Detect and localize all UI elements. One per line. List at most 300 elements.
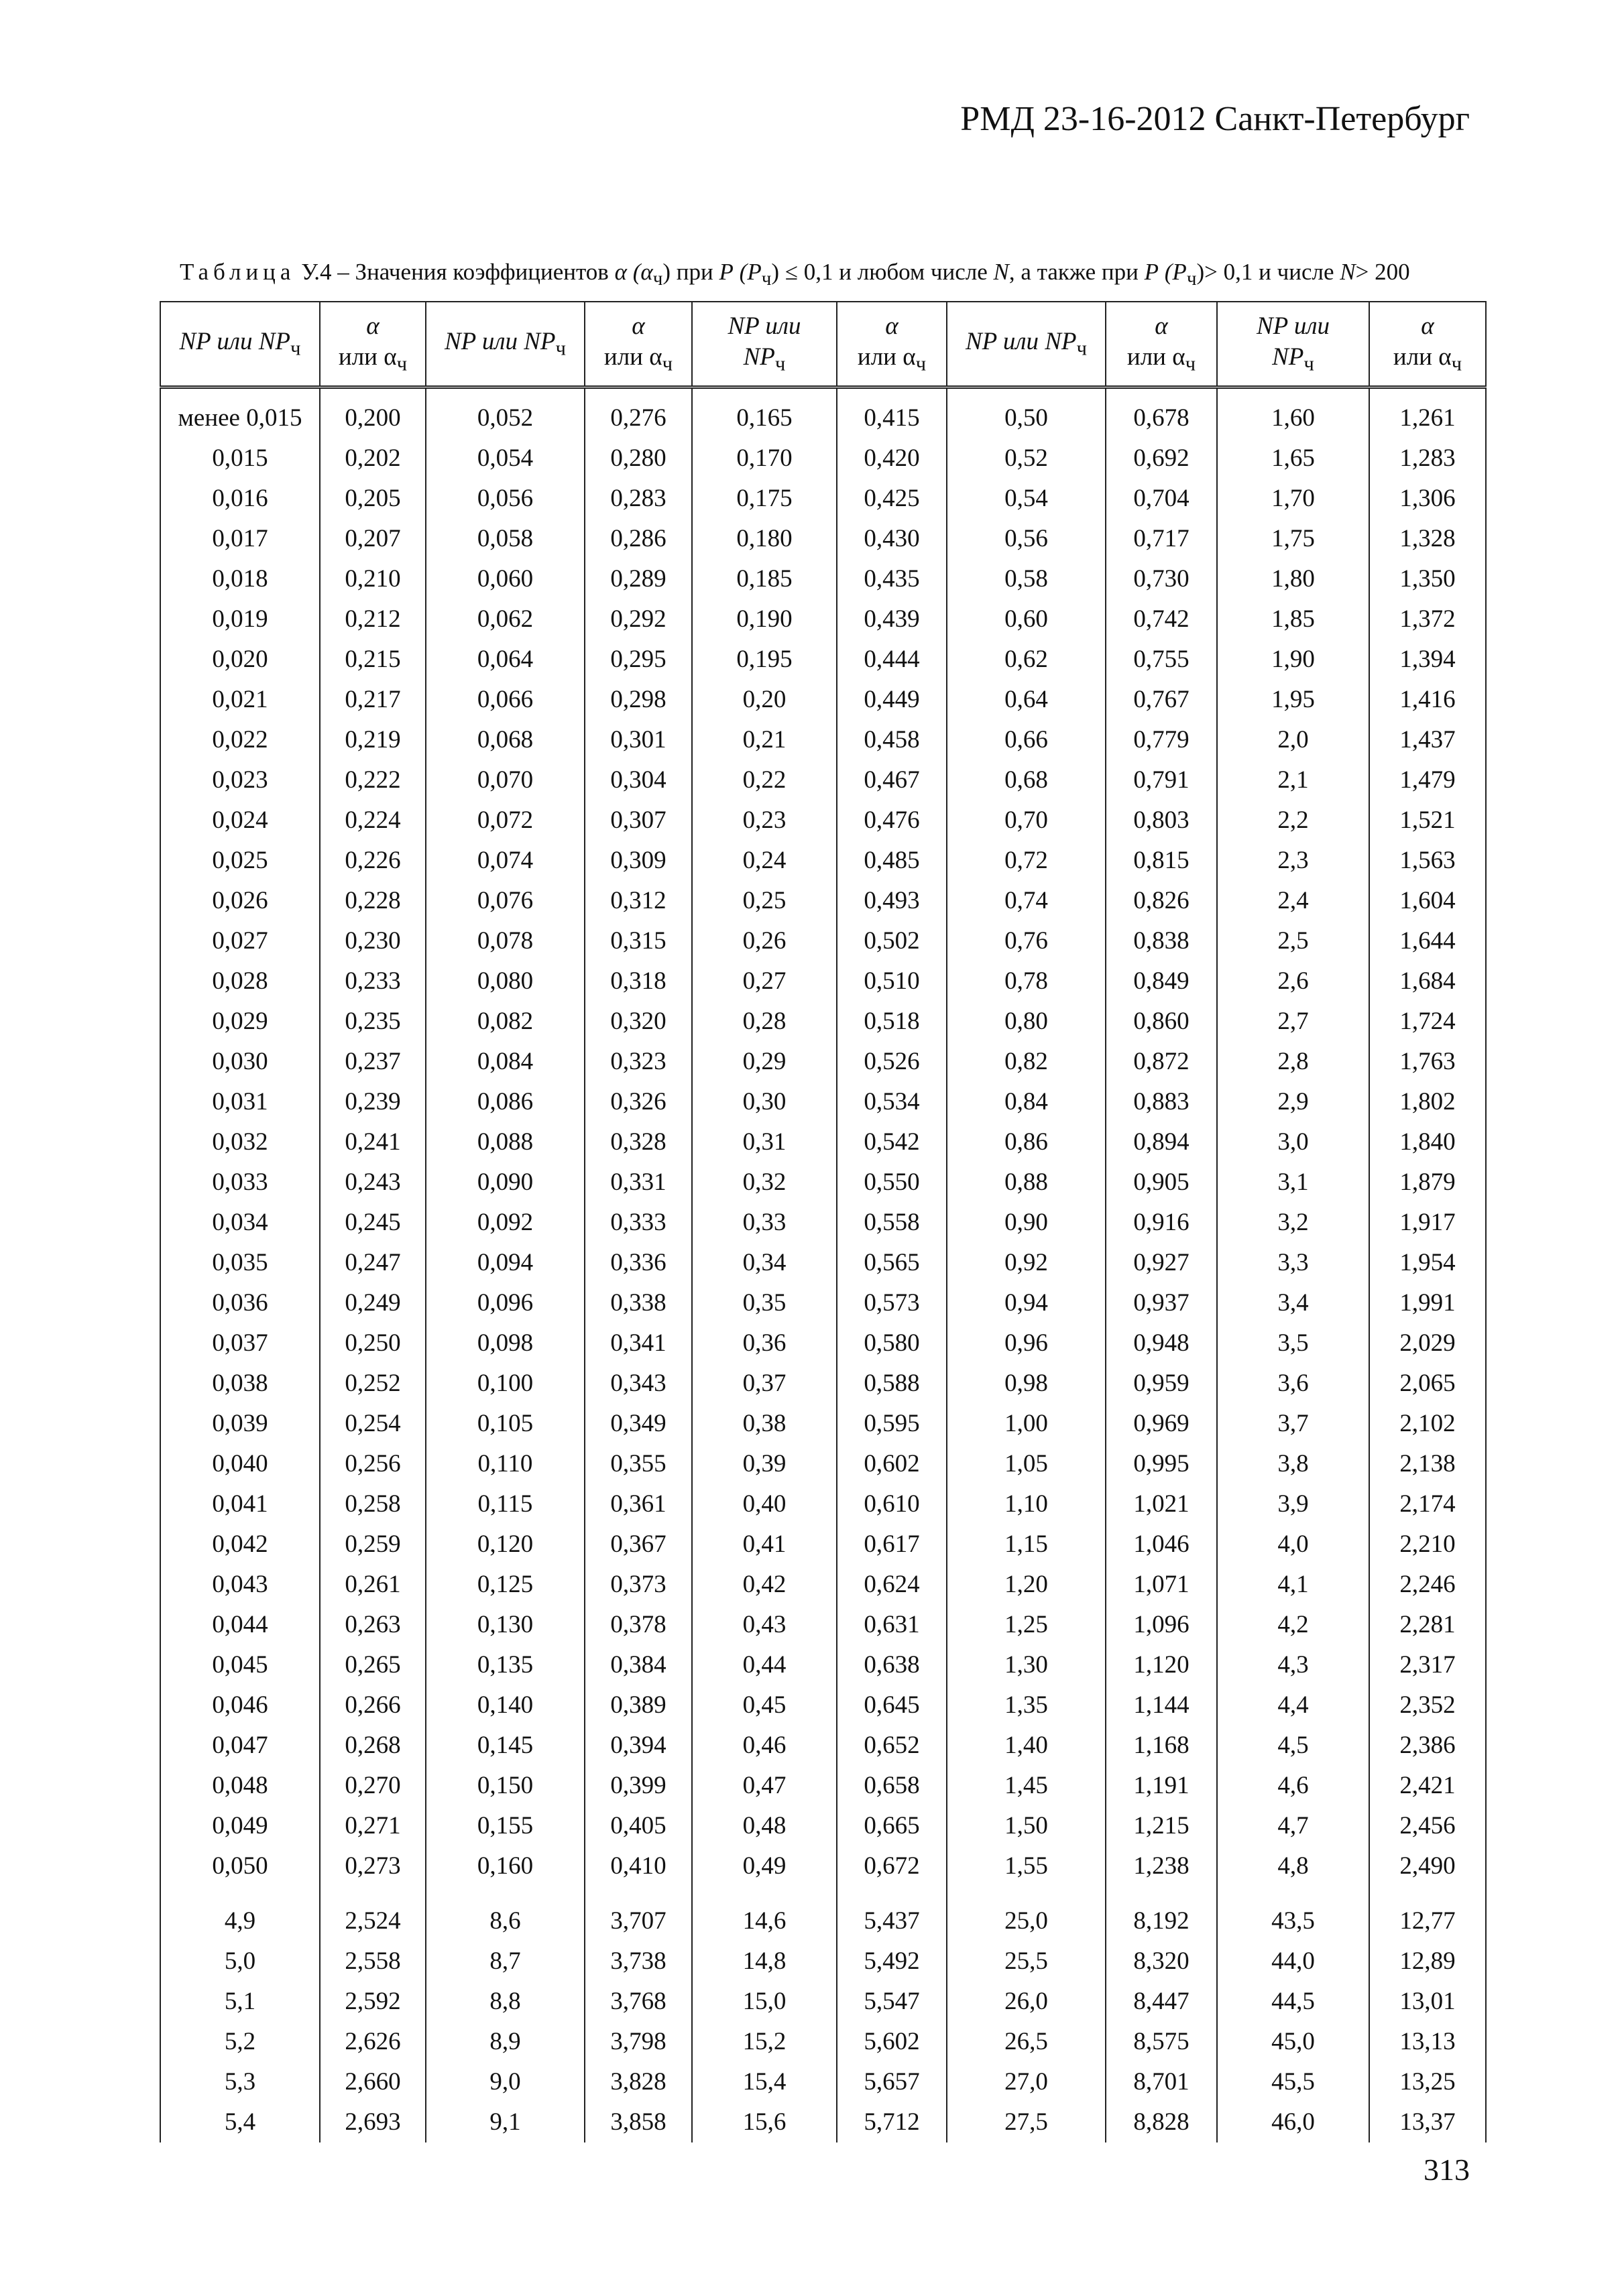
alpha-cell: 0,449 bbox=[837, 680, 947, 720]
alpha-cell: 0,301 bbox=[585, 720, 692, 760]
np-cell: 0,54 bbox=[947, 479, 1106, 519]
np-cell: 1,50 bbox=[947, 1806, 1106, 1846]
np-cell: 0,36 bbox=[692, 1323, 837, 1364]
alpha-cell: 0,467 bbox=[837, 760, 947, 800]
np-cell: 0,043 bbox=[160, 1565, 320, 1605]
np-cell: 2,1 bbox=[1217, 760, 1369, 800]
np-cell: 0,016 bbox=[160, 479, 320, 519]
alpha-cell: 0,336 bbox=[585, 1243, 692, 1283]
table-row bbox=[160, 2102, 1486, 2142]
np-cell: 0,035 bbox=[160, 1243, 320, 1283]
alpha-cell: 0,270 bbox=[320, 1766, 426, 1806]
np-cell: 0,062 bbox=[426, 599, 585, 640]
table-caption: Таблица У.4 – Значения коэффициентов α $(\alpha_ч)$ при P $(P_ч) \le 0,1$ и любом числе N, а также при P $(P_ч)> 0,1$ и числе N> 200 bbox=[180, 259, 1410, 290]
table-row bbox=[160, 640, 1486, 680]
table-row bbox=[160, 1042, 1486, 1082]
np-cell: 3,6 bbox=[1217, 1364, 1369, 1404]
alpha-cell: 0,265 bbox=[320, 1645, 426, 1685]
alpha-cell: 1,372 bbox=[1369, 599, 1486, 640]
np-cell: 3,4 bbox=[1217, 1283, 1369, 1323]
np-cell: 0,050 bbox=[160, 1846, 320, 1886]
np-cell: 0,62 bbox=[947, 640, 1106, 680]
alpha-cell: 1,021 bbox=[1106, 1484, 1217, 1524]
np-cell: 0,044 bbox=[160, 1605, 320, 1645]
np-cell: 0,058 bbox=[426, 519, 585, 559]
alpha-cell: 0,815 bbox=[1106, 841, 1217, 881]
table-row bbox=[160, 1605, 1486, 1645]
alpha-cell: 0,384 bbox=[585, 1645, 692, 1685]
np-cell: 1,80 bbox=[1217, 559, 1369, 599]
np-cell: 45,5 bbox=[1217, 2062, 1369, 2102]
alpha-cell: 0,645 bbox=[837, 1685, 947, 1726]
alpha-cell: 1,261 bbox=[1369, 387, 1486, 439]
np-cell: 0,82 bbox=[947, 1042, 1106, 1082]
np-cell: 1,05 bbox=[947, 1444, 1106, 1484]
alpha-cell: 1,328 bbox=[1369, 519, 1486, 559]
np-cell: 0,130 bbox=[426, 1605, 585, 1645]
np-cell: 0,33 bbox=[692, 1203, 837, 1243]
np-cell: 0,027 bbox=[160, 921, 320, 961]
header-np: NP или $NP_ч$ bbox=[1217, 302, 1369, 387]
alpha-cell: 0,602 bbox=[837, 1444, 947, 1484]
alpha-cell: 0,243 bbox=[320, 1162, 426, 1203]
np-cell: 0,72 bbox=[947, 841, 1106, 881]
alpha-cell: 0,249 bbox=[320, 1283, 426, 1323]
np-cell: 0,023 bbox=[160, 760, 320, 800]
table-row bbox=[160, 881, 1486, 921]
alpha-cell: 1,954 bbox=[1369, 1243, 1486, 1283]
np-cell: 0,047 bbox=[160, 1726, 320, 1766]
alpha-cell: 1,879 bbox=[1369, 1162, 1486, 1203]
alpha-cell: 0,458 bbox=[837, 720, 947, 760]
table-row bbox=[160, 387, 1486, 439]
alpha-cell: 0,573 bbox=[837, 1283, 947, 1323]
np-cell: 2,5 bbox=[1217, 921, 1369, 961]
alpha-cell: 3,707 bbox=[585, 1886, 692, 1941]
np-cell: 0,088 bbox=[426, 1122, 585, 1162]
alpha-cell: 0,315 bbox=[585, 921, 692, 961]
alpha-cell: 0,767 bbox=[1106, 680, 1217, 720]
np-cell: 0,64 bbox=[947, 680, 1106, 720]
alpha-cell: 0,502 bbox=[837, 921, 947, 961]
alpha-cell: 0,730 bbox=[1106, 559, 1217, 599]
alpha-cell: 1,238 bbox=[1106, 1846, 1217, 1886]
alpha-cell: 3,858 bbox=[585, 2102, 692, 2142]
np-cell: 0,29 bbox=[692, 1042, 837, 1082]
caption-number: У.4 bbox=[301, 259, 332, 285]
np-cell: 44,5 bbox=[1217, 1982, 1369, 2022]
alpha-cell: 0,389 bbox=[585, 1685, 692, 1726]
alpha-cell: 0,410 bbox=[585, 1846, 692, 1886]
alpha-cell: 5,712 bbox=[837, 2102, 947, 2142]
alpha-cell: 0,672 bbox=[837, 1846, 947, 1886]
table-row bbox=[160, 921, 1486, 961]
alpha-cell: 0,295 bbox=[585, 640, 692, 680]
alpha-cell: 2,065 bbox=[1369, 1364, 1486, 1404]
table-row bbox=[160, 1565, 1486, 1605]
np-cell: 4,4 bbox=[1217, 1685, 1369, 1726]
alpha-cell: 2,456 bbox=[1369, 1806, 1486, 1846]
np-cell: 0,054 bbox=[426, 438, 585, 479]
header-alpha: α или $\alpha_ч$ bbox=[1106, 302, 1217, 387]
np-cell: 25,5 bbox=[947, 1941, 1106, 1982]
np-cell: 44,0 bbox=[1217, 1941, 1369, 1982]
table-row bbox=[160, 841, 1486, 881]
np-cell: 0,042 bbox=[160, 1524, 320, 1565]
np-cell: 8,7 bbox=[426, 1941, 585, 1982]
np-cell: 5,2 bbox=[160, 2022, 320, 2062]
np-cell: 4,1 bbox=[1217, 1565, 1369, 1605]
alpha-cell: 1,191 bbox=[1106, 1766, 1217, 1806]
np-cell: 5,3 bbox=[160, 2062, 320, 2102]
alpha-cell: 0,435 bbox=[837, 559, 947, 599]
np-cell: 1,60 bbox=[1217, 387, 1369, 439]
alpha-cell: 0,276 bbox=[585, 387, 692, 439]
alpha-cell: 0,271 bbox=[320, 1806, 426, 1846]
np-cell: 0,052 bbox=[426, 387, 585, 439]
np-cell: 0,015 bbox=[160, 438, 320, 479]
np-cell: 0,060 bbox=[426, 559, 585, 599]
alpha-cell: 0,927 bbox=[1106, 1243, 1217, 1283]
table-row bbox=[160, 1726, 1486, 1766]
alpha-cell: 0,704 bbox=[1106, 479, 1217, 519]
np-cell: 1,30 bbox=[947, 1645, 1106, 1685]
alpha-cell: 0,439 bbox=[837, 599, 947, 640]
alpha-cell: 0,420 bbox=[837, 438, 947, 479]
alpha-cell: 0,252 bbox=[320, 1364, 426, 1404]
alpha-cell: 0,233 bbox=[320, 961, 426, 1002]
alpha-cell: 0,239 bbox=[320, 1082, 426, 1122]
np-cell: 0,165 bbox=[692, 387, 837, 439]
alpha-cell: 0,791 bbox=[1106, 760, 1217, 800]
np-cell: 0,28 bbox=[692, 1002, 837, 1042]
np-cell: 0,48 bbox=[692, 1806, 837, 1846]
alpha-cell: 0,872 bbox=[1106, 1042, 1217, 1082]
np-cell: 0,150 bbox=[426, 1766, 585, 1806]
np-cell: 0,74 bbox=[947, 881, 1106, 921]
alpha-cell: 0,652 bbox=[837, 1726, 947, 1766]
np-cell: 0,056 bbox=[426, 479, 585, 519]
alpha-cell: 0,312 bbox=[585, 881, 692, 921]
np-cell: 1,85 bbox=[1217, 599, 1369, 640]
np-cell: 2,8 bbox=[1217, 1042, 1369, 1082]
header-alpha: α или $\alpha_ч$ bbox=[585, 302, 692, 387]
alpha-cell: 0,326 bbox=[585, 1082, 692, 1122]
table-row bbox=[160, 961, 1486, 1002]
np-cell: 15,0 bbox=[692, 1982, 837, 2022]
np-cell: 1,95 bbox=[1217, 680, 1369, 720]
alpha-cell: 2,592 bbox=[320, 1982, 426, 2022]
np-cell: 3,8 bbox=[1217, 1444, 1369, 1484]
alpha-cell: 0,526 bbox=[837, 1042, 947, 1082]
np-cell: 0,35 bbox=[692, 1283, 837, 1323]
np-cell: 0,110 bbox=[426, 1444, 585, 1484]
alpha-cell: 0,258 bbox=[320, 1484, 426, 1524]
np-cell: 1,75 bbox=[1217, 519, 1369, 559]
np-cell: 0,190 bbox=[692, 599, 837, 640]
np-cell: 0,43 bbox=[692, 1605, 837, 1645]
np-cell: 27,0 bbox=[947, 2062, 1106, 2102]
np-cell: 0,98 bbox=[947, 1364, 1106, 1404]
alpha-cell: 0,373 bbox=[585, 1565, 692, 1605]
np-cell: 0,032 bbox=[160, 1122, 320, 1162]
alpha-cell: 0,485 bbox=[837, 841, 947, 881]
table-row bbox=[160, 1243, 1486, 1283]
alpha-cell: 1,991 bbox=[1369, 1283, 1486, 1323]
np-cell: 0,120 bbox=[426, 1524, 585, 1565]
alpha-cell: 0,341 bbox=[585, 1323, 692, 1364]
alpha-cell: 2,246 bbox=[1369, 1565, 1486, 1605]
np-cell: 0,098 bbox=[426, 1323, 585, 1364]
np-cell: 0,028 bbox=[160, 961, 320, 1002]
alpha-cell: 3,768 bbox=[585, 1982, 692, 2022]
alpha-cell: 2,317 bbox=[1369, 1645, 1486, 1685]
np-cell: 0,84 bbox=[947, 1082, 1106, 1122]
alpha-cell: 0,212 bbox=[320, 599, 426, 640]
alpha-cell: 0,476 bbox=[837, 800, 947, 841]
alpha-cell: 0,534 bbox=[837, 1082, 947, 1122]
alpha-cell: 13,37 bbox=[1369, 2102, 1486, 2142]
np-cell: 8,8 bbox=[426, 1982, 585, 2022]
header-np: NP или $NP_ч$ bbox=[426, 302, 585, 387]
np-cell: 4,5 bbox=[1217, 1726, 1369, 1766]
np-cell: 1,35 bbox=[947, 1685, 1106, 1726]
alpha-cell: 1,283 bbox=[1369, 438, 1486, 479]
np-cell: 0,025 bbox=[160, 841, 320, 881]
table-row bbox=[160, 760, 1486, 800]
alpha-cell: 0,588 bbox=[837, 1364, 947, 1404]
np-cell: 4,2 bbox=[1217, 1605, 1369, 1645]
np-cell: 0,25 bbox=[692, 881, 837, 921]
alpha-cell: 1,168 bbox=[1106, 1726, 1217, 1766]
alpha-cell: 1,840 bbox=[1369, 1122, 1486, 1162]
header-np: NP или $NP_ч$ bbox=[947, 302, 1106, 387]
alpha-cell: 12,89 bbox=[1369, 1941, 1486, 1982]
np-cell: 1,10 bbox=[947, 1484, 1106, 1524]
np-cell: 0,020 bbox=[160, 640, 320, 680]
alpha-cell: 0,493 bbox=[837, 881, 947, 921]
np-cell: 0,170 bbox=[692, 438, 837, 479]
table-row bbox=[160, 1404, 1486, 1444]
table-row bbox=[160, 1846, 1486, 1886]
np-cell: 0,24 bbox=[692, 841, 837, 881]
alpha-cell: 0,430 bbox=[837, 519, 947, 559]
alpha-cell: 0,222 bbox=[320, 760, 426, 800]
alpha-cell: 0,256 bbox=[320, 1444, 426, 1484]
np-cell: 3,9 bbox=[1217, 1484, 1369, 1524]
np-cell: 0,88 bbox=[947, 1162, 1106, 1203]
np-cell: 0,155 bbox=[426, 1806, 585, 1846]
np-cell: 0,34 bbox=[692, 1243, 837, 1283]
np-cell: 0,58 bbox=[947, 559, 1106, 599]
np-cell: 0,078 bbox=[426, 921, 585, 961]
np-cell: 0,105 bbox=[426, 1404, 585, 1444]
np-cell: 0,074 bbox=[426, 841, 585, 881]
np-cell: 0,026 bbox=[160, 881, 320, 921]
alpha-cell: 1,416 bbox=[1369, 680, 1486, 720]
np-cell: 0,50 bbox=[947, 387, 1106, 439]
np-cell: 0,019 bbox=[160, 599, 320, 640]
alpha-cell: 0,361 bbox=[585, 1484, 692, 1524]
page-number: 313 bbox=[1424, 2153, 1470, 2187]
alpha-cell: 0,304 bbox=[585, 760, 692, 800]
alpha-cell: 0,286 bbox=[585, 519, 692, 559]
alpha-cell: 0,948 bbox=[1106, 1323, 1217, 1364]
alpha-cell: 1,046 bbox=[1106, 1524, 1217, 1565]
np-cell: 0,033 bbox=[160, 1162, 320, 1203]
np-cell: 0,22 bbox=[692, 760, 837, 800]
alpha-cell: 12,77 bbox=[1369, 1886, 1486, 1941]
np-cell: 3,2 bbox=[1217, 1203, 1369, 1243]
alpha-cell: 1,644 bbox=[1369, 921, 1486, 961]
alpha-cell: 8,828 bbox=[1106, 2102, 1217, 2142]
np-cell: 27,5 bbox=[947, 2102, 1106, 2142]
np-cell: 0,92 bbox=[947, 1243, 1106, 1283]
np-cell: 15,2 bbox=[692, 2022, 837, 2062]
alpha-cell: 0,580 bbox=[837, 1323, 947, 1364]
alpha-cell: 0,803 bbox=[1106, 800, 1217, 841]
table-row bbox=[160, 680, 1486, 720]
np-cell: 0,017 bbox=[160, 519, 320, 559]
table-row bbox=[160, 559, 1486, 599]
alpha-cell: 0,273 bbox=[320, 1846, 426, 1886]
np-cell: 0,160 bbox=[426, 1846, 585, 1886]
table-row bbox=[160, 1323, 1486, 1364]
alpha-cell: 0,202 bbox=[320, 438, 426, 479]
alpha-cell: 0,838 bbox=[1106, 921, 1217, 961]
alpha-cell: 0,394 bbox=[585, 1726, 692, 1766]
alpha-cell: 5,657 bbox=[837, 2062, 947, 2102]
alpha-cell: 0,219 bbox=[320, 720, 426, 760]
table-row bbox=[160, 1444, 1486, 1484]
table-row bbox=[160, 1002, 1486, 1042]
alpha-cell: 0,283 bbox=[585, 479, 692, 519]
alpha-cell: 0,349 bbox=[585, 1404, 692, 1444]
header-row bbox=[160, 302, 1486, 387]
alpha-cell: 0,280 bbox=[585, 438, 692, 479]
alpha-cell: 0,205 bbox=[320, 479, 426, 519]
np-cell: 1,45 bbox=[947, 1766, 1106, 1806]
np-cell: 0,76 bbox=[947, 921, 1106, 961]
alpha-cell: 0,405 bbox=[585, 1806, 692, 1846]
np-cell: 0,135 bbox=[426, 1645, 585, 1685]
alpha-cell: 2,524 bbox=[320, 1886, 426, 1941]
np-cell: 0,21 bbox=[692, 720, 837, 760]
alpha-cell: 0,658 bbox=[837, 1766, 947, 1806]
np-cell: 0,40 bbox=[692, 1484, 837, 1524]
np-cell: 2,3 bbox=[1217, 841, 1369, 881]
alpha-cell: 1,763 bbox=[1369, 1042, 1486, 1082]
np-cell: 45,0 bbox=[1217, 2022, 1369, 2062]
np-cell: 0,41 bbox=[692, 1524, 837, 1565]
np-cell: 1,90 bbox=[1217, 640, 1369, 680]
alpha-cell: 0,367 bbox=[585, 1524, 692, 1565]
np-cell: 0,082 bbox=[426, 1002, 585, 1042]
alpha-cell: 1,684 bbox=[1369, 961, 1486, 1002]
alpha-cell: 8,575 bbox=[1106, 2022, 1217, 2062]
alpha-cell: 1,096 bbox=[1106, 1605, 1217, 1645]
np-cell: 5,1 bbox=[160, 1982, 320, 2022]
alpha-cell: 0,665 bbox=[837, 1806, 947, 1846]
coefficient-table bbox=[160, 301, 1487, 2142]
np-cell: 4,9 bbox=[160, 1886, 320, 1941]
np-cell: 4,3 bbox=[1217, 1645, 1369, 1685]
np-cell: 0,96 bbox=[947, 1323, 1106, 1364]
alpha-cell: 2,102 bbox=[1369, 1404, 1486, 1444]
np-cell: 15,6 bbox=[692, 2102, 837, 2142]
np-cell: 0,037 bbox=[160, 1323, 320, 1364]
alpha-cell: 0,779 bbox=[1106, 720, 1217, 760]
alpha-cell: 0,200 bbox=[320, 387, 426, 439]
alpha-cell: 0,254 bbox=[320, 1404, 426, 1444]
alpha-cell: 5,547 bbox=[837, 1982, 947, 2022]
np-cell: 4,6 bbox=[1217, 1766, 1369, 1806]
np-cell: 0,145 bbox=[426, 1726, 585, 1766]
np-cell: 0,046 bbox=[160, 1685, 320, 1726]
np-cell: 2,6 bbox=[1217, 961, 1369, 1002]
np-cell: 0,076 bbox=[426, 881, 585, 921]
table-row bbox=[160, 519, 1486, 559]
alpha-cell: 0,692 bbox=[1106, 438, 1217, 479]
alpha-cell: 2,693 bbox=[320, 2102, 426, 2142]
alpha-cell: 0,631 bbox=[837, 1605, 947, 1645]
alpha-cell: 0,995 bbox=[1106, 1444, 1217, 1484]
alpha-cell: 2,352 bbox=[1369, 1685, 1486, 1726]
alpha-cell: 2,029 bbox=[1369, 1323, 1486, 1364]
alpha-cell: 0,742 bbox=[1106, 599, 1217, 640]
np-cell: 0,45 bbox=[692, 1685, 837, 1726]
np-cell: 0,26 bbox=[692, 921, 837, 961]
caption-label: Таблица bbox=[180, 259, 296, 285]
np-cell: 0,140 bbox=[426, 1685, 585, 1726]
np-cell: 0,31 bbox=[692, 1122, 837, 1162]
table-row bbox=[160, 1082, 1486, 1122]
alpha-cell: 0,241 bbox=[320, 1122, 426, 1162]
np-cell: 8,6 bbox=[426, 1886, 585, 1941]
np-cell: 0,090 bbox=[426, 1162, 585, 1203]
np-cell: 0,32 bbox=[692, 1162, 837, 1203]
np-cell: 0,039 bbox=[160, 1404, 320, 1444]
np-cell: 2,7 bbox=[1217, 1002, 1369, 1042]
np-cell: 0,175 bbox=[692, 479, 837, 519]
alpha-cell: 0,226 bbox=[320, 841, 426, 881]
alpha-cell: 0,230 bbox=[320, 921, 426, 961]
alpha-cell: 1,917 bbox=[1369, 1203, 1486, 1243]
alpha-cell: 0,883 bbox=[1106, 1082, 1217, 1122]
alpha-cell: 1,350 bbox=[1369, 559, 1486, 599]
alpha-cell: 0,959 bbox=[1106, 1364, 1217, 1404]
alpha-cell: 2,490 bbox=[1369, 1846, 1486, 1886]
np-cell: 3,3 bbox=[1217, 1243, 1369, 1283]
alpha-cell: 1,215 bbox=[1106, 1806, 1217, 1846]
alpha-cell: 0,610 bbox=[837, 1484, 947, 1524]
table-row bbox=[160, 479, 1486, 519]
alpha-cell: 0,307 bbox=[585, 800, 692, 841]
alpha-cell: 0,224 bbox=[320, 800, 426, 841]
alpha-cell: 0,328 bbox=[585, 1122, 692, 1162]
alpha-cell: 1,394 bbox=[1369, 640, 1486, 680]
table-row bbox=[160, 1203, 1486, 1243]
np-cell: 3,0 bbox=[1217, 1122, 1369, 1162]
alpha-cell: 0,250 bbox=[320, 1323, 426, 1364]
np-cell: 0,42 bbox=[692, 1565, 837, 1605]
alpha-cell: 3,798 bbox=[585, 2022, 692, 2062]
running-header: РМД 23-16-2012 Санкт-Петербург bbox=[960, 100, 1470, 138]
alpha-cell: 1,144 bbox=[1106, 1685, 1217, 1726]
alpha-cell: 8,447 bbox=[1106, 1982, 1217, 2022]
np-cell: 5,0 bbox=[160, 1941, 320, 1982]
np-cell: 0,90 bbox=[947, 1203, 1106, 1243]
